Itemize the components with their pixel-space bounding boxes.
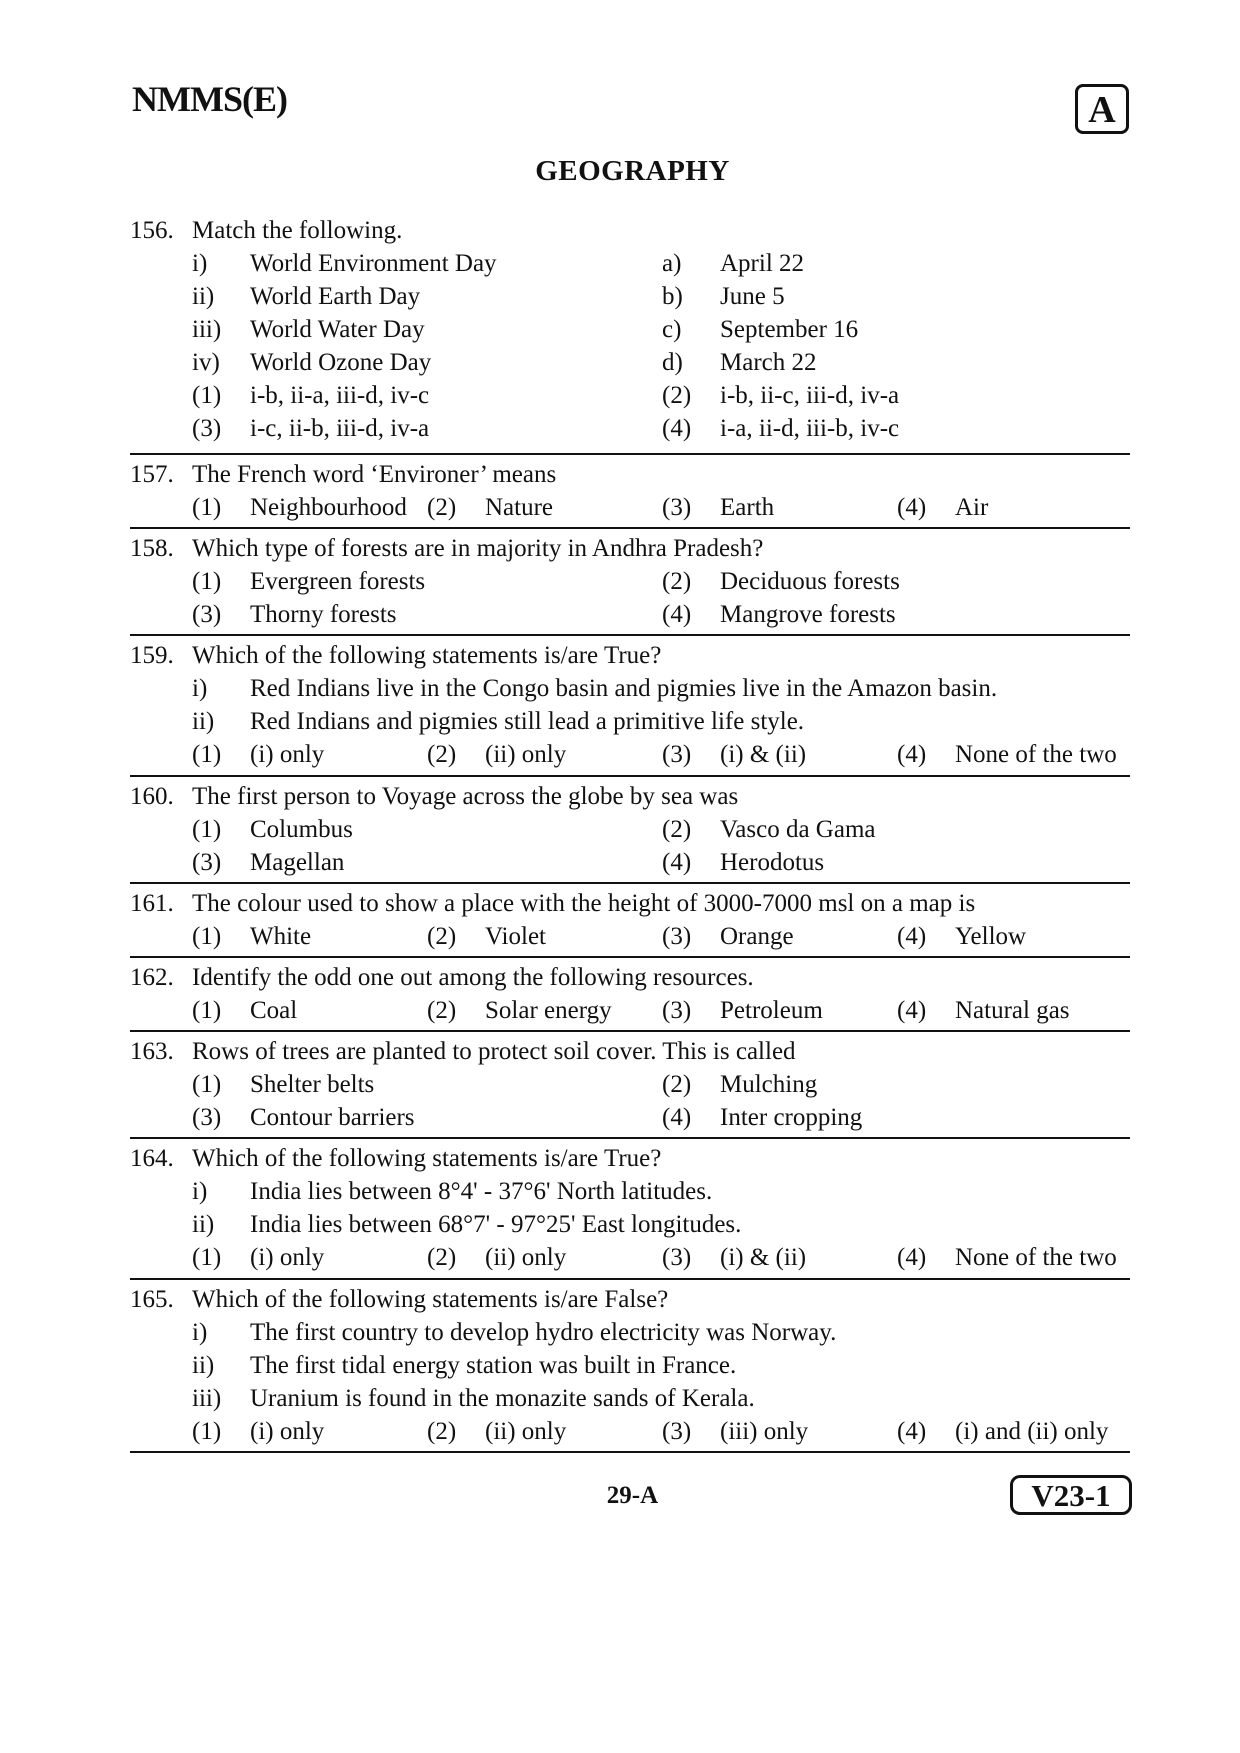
option-3[interactable]: (3)	[192, 849, 222, 876]
option-4[interactable]: (4)	[662, 601, 692, 628]
option-2[interactable]: (2)	[427, 923, 457, 950]
statement-row: ii) The first tidal energy station was built in France.	[192, 1352, 737, 1379]
options-row: (1) White (2) Violet (3) Orange (4) Yellow	[130, 920, 1130, 953]
option-1[interactable]: (1)	[192, 568, 222, 595]
divider	[130, 775, 1130, 777]
option-3[interactable]: (3)	[662, 923, 692, 950]
set-badge: A	[1075, 84, 1129, 134]
statement-row: iii) Uranium is found in the monazite sands of Kerala.	[192, 1385, 755, 1412]
question-text: Rows of trees are planted to protect soil cover. This is called	[192, 1038, 796, 1065]
options-row: (1) i-b, ii-a, iii-d, iv-c (2) i-b, ii-c, iii-d, iv-a	[130, 379, 1130, 412]
exam-code: NMMS(E)	[132, 79, 287, 119]
option-1[interactable]: (1)	[192, 494, 222, 521]
option-4[interactable]: (4)	[897, 923, 927, 950]
divider	[130, 1137, 1130, 1139]
option-4[interactable]: (4)	[897, 494, 927, 521]
question-text: Match the following.	[192, 217, 403, 244]
question-text: Which of the following statements is/are True?	[192, 1145, 662, 1172]
options-row: (3) Thorny forests (4) Mangrove forests	[130, 598, 1130, 631]
option-2[interactable]: (2)	[427, 1244, 457, 1271]
divider	[130, 634, 1130, 636]
question-165: 165. Which of the following statements is/are False? i) The first country to develop hydro electricity was Norway. ii) The first tidal energy station was built in France. iii) Uranium is found in the monazite sands of Kerala. (1) (i) only (2) (ii) only (3) (iii) only (4) (i) and (ii) only	[130, 1283, 1130, 1448]
option-1[interactable]: (1)	[192, 1071, 222, 1098]
question-161: 161. The colour used to show a place with the height of 3000-7000 msl on a map is (1) White (2) Violet (3) Orange (4) Yellow	[130, 887, 1130, 953]
divider	[130, 453, 1130, 455]
options-row: (1) (i) only (2) (ii) only (3) (i) & (ii) (4) None of the two	[130, 1241, 1130, 1274]
statement-row: ii) Red Indians and pigmies still lead a primitive life style.	[192, 708, 805, 735]
option-2[interactable]: (2)	[427, 494, 457, 521]
option-3[interactable]: (3)	[662, 1418, 692, 1445]
option-4[interactable]: (4)	[662, 1104, 692, 1131]
statement-row: i) India lies between 8°4' - 37°6' North latitudes.	[192, 1178, 713, 1205]
option-1[interactable]: (1)	[192, 382, 222, 409]
question-text: The French word ‘Environer’ means	[192, 461, 557, 488]
option-1[interactable]: (1)	[192, 741, 222, 768]
question-159: 159. Which of the following statements is/are True? i) Red Indians live in the Congo basin and pigmies live in the Amazon basin. ii) Red Indians and pigmies still lead a primitive life style. (1) (i) only (2) (ii) only (3) (i) & (ii) (4) None of the two	[130, 639, 1130, 771]
question-number: 156.	[130, 217, 174, 244]
question-156	[130, 214, 1130, 445]
option-3[interactable]: (3)	[662, 741, 692, 768]
option-3[interactable]: (3)	[662, 997, 692, 1024]
option-3[interactable]: (3)	[662, 1244, 692, 1271]
option-1[interactable]: (1)	[192, 923, 222, 950]
options-row: (1) Shelter belts (2) Mulching	[130, 1068, 1130, 1101]
divider	[130, 956, 1130, 958]
question-text: Identify the odd one out among the following resources.	[192, 964, 754, 991]
divider	[130, 1030, 1130, 1032]
option-2[interactable]: (2)	[662, 568, 692, 595]
divider	[130, 882, 1130, 884]
option-1[interactable]: (1)	[192, 816, 222, 843]
divider	[130, 1451, 1130, 1453]
option-3[interactable]: (3)	[192, 601, 222, 628]
option-3[interactable]: (3)	[662, 494, 692, 521]
option-4[interactable]: (4)	[897, 1244, 927, 1271]
question-160: 160. The first person to Voyage across the globe by sea was (1) Columbus (2) Vasco da Gama (3) Magellan (4) Herodotus	[130, 780, 1130, 879]
question-163: 163. Rows of trees are planted to protect soil cover. This is called (1) Shelter belts (2) Mulching (3) Contour barriers (4) Inter cropping	[130, 1035, 1130, 1134]
option-2[interactable]: (2)	[427, 1418, 457, 1445]
subject-title: GEOGRAPHY	[535, 155, 730, 187]
question-text: Which of the following statements is/are False?	[192, 1286, 669, 1313]
option-3[interactable]: (3)	[192, 1104, 222, 1131]
options-row: (1) Coal (2) Solar energy (3) Petroleum (4) Natural gas	[130, 994, 1130, 1027]
option-2[interactable]: (2)	[662, 1071, 692, 1098]
divider	[130, 527, 1130, 529]
options-row: (3) i-c, ii-b, iii-d, iv-a (4) i-a, ii-d, iii-b, iv-c	[130, 412, 1130, 445]
option-3[interactable]: (3)	[192, 415, 222, 442]
question-164: 164. Which of the following statements is/are True? i) India lies between 8°4' - 37°6' North latitudes. ii) India lies between 68°7' - 97°25' East longitudes. (1) (i) only (2) (ii) only (3) (i) & (ii) (4) None of the two	[130, 1142, 1130, 1274]
option-4[interactable]: (4)	[897, 997, 927, 1024]
option-2[interactable]: (2)	[662, 816, 692, 843]
options-row: (1) Evergreen forests (2) Deciduous forests	[130, 565, 1130, 598]
question-text: Which type of forests are in majority in Andhra Pradesh?	[192, 535, 764, 562]
match-row: ii) World Earth Day b) June 5	[192, 283, 785, 310]
option-2[interactable]: (2)	[427, 997, 457, 1024]
statement-row: i) The first country to develop hydro electricity was Norway.	[192, 1319, 837, 1346]
statement-row: i) Red Indians live in the Congo basin and pigmies live in the Amazon basin.	[192, 675, 998, 702]
option-4[interactable]: (4)	[897, 1418, 927, 1445]
question-157: 157. The French word ‘Environer’ means (1) Neighbourhood (2) Nature (3) Earth (4) Air	[130, 458, 1130, 524]
match-row: i) World Environment Day a) April 22	[192, 250, 805, 277]
option-4[interactable]: (4)	[662, 415, 692, 442]
question-text: The first person to Voyage across the globe by sea was	[192, 783, 739, 810]
option-4[interactable]: (4)	[662, 849, 692, 876]
option-1[interactable]: (1)	[192, 1418, 222, 1445]
options-row: (1) Columbus (2) Vasco da Gama	[130, 813, 1130, 846]
question-text: Which of the following statements is/are True?	[192, 642, 662, 669]
match-row: iii) World Water Day c) September 16	[192, 316, 859, 343]
option-2[interactable]: (2)	[662, 382, 692, 409]
page-number: 29-A	[606, 1482, 659, 1509]
question-text: The colour used to show a place with the height of 3000-7000 msl on a map is	[192, 890, 976, 917]
options-row: (3) Contour barriers (4) Inter cropping	[130, 1101, 1130, 1134]
options-row: (1) (i) only (2) (ii) only (3) (i) & (ii) (4) None of the two	[130, 738, 1130, 771]
option-1[interactable]: (1)	[192, 1244, 222, 1271]
options-row: (1) (i) only (2) (ii) only (3) (iii) only (4) (i) and (ii) only	[130, 1415, 1130, 1448]
question-162: 162. Identify the odd one out among the following resources. (1) Coal (2) Solar energy (3) Petroleum (4) Natural gas	[130, 961, 1130, 1027]
options-row: (1) Neighbourhood (2) Nature (3) Earth (4) Air	[130, 491, 1130, 524]
option-2[interactable]: (2)	[427, 741, 457, 768]
option-4[interactable]: (4)	[897, 741, 927, 768]
option-1[interactable]: (1)	[192, 997, 222, 1024]
match-row: iv) World Ozone Day d) March 22	[192, 349, 817, 376]
question-158: 158. Which type of forests are in majority in Andhra Pradesh? (1) Evergreen forests (2) Deciduous forests (3) Thorny forests (4) Mangrove forests	[130, 532, 1130, 631]
version-code-badge: V23-1	[1010, 1475, 1132, 1515]
divider	[130, 1278, 1130, 1280]
statement-row: ii) India lies between 68°7' - 97°25' East longitudes.	[192, 1211, 742, 1238]
options-row: (3) Magellan (4) Herodotus	[130, 846, 1130, 879]
